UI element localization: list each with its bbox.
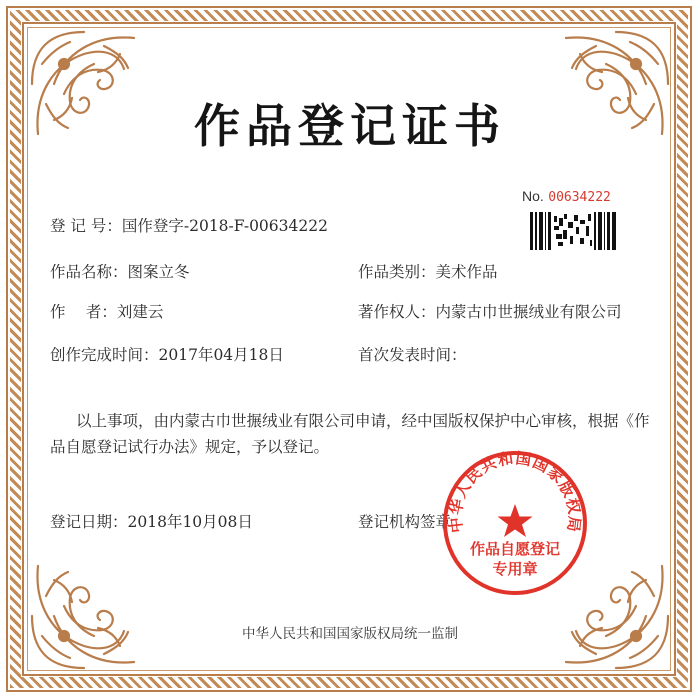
first-publication-date: 首次发表时间：	[358, 346, 467, 364]
star-icon	[498, 504, 533, 537]
certificate-title: 作品登记证书	[194, 99, 506, 153]
certificate-number	[522, 188, 611, 205]
corner-ornament-bottom-left	[24, 546, 154, 676]
official-seal	[440, 448, 590, 598]
seal-line-2: 专用章	[492, 560, 538, 578]
certificate-statement: 以上事项，由内蒙古巾世搌绒业有限公司申请，经中国版权保护中心审核，根据《作品自愿登记试行办法》规定，予以登记。	[50, 412, 650, 456]
registration-date: 登记日期：2018年10月08日	[50, 513, 253, 531]
author: 作 者：刘建云	[50, 303, 164, 321]
certificate-number-value: 00634222	[548, 190, 611, 205]
registration-number: 登 记 号：国作登字-2018-F-00634222	[50, 217, 328, 235]
work-category: 作品类别：美术作品	[358, 263, 498, 281]
certificate-number-label: No.	[522, 188, 544, 204]
seal-line-1: 作品自愿登记	[469, 540, 561, 558]
work-name: 作品名称：图案立冬	[50, 263, 190, 281]
completion-date: 创作完成时间：2017年04月18日	[50, 346, 284, 364]
barcode-icon	[530, 212, 616, 250]
footer-supervision: 中华人民共和国国家版权局统一监制	[242, 626, 458, 642]
copyright-owner: 著作权人：内蒙古巾世搌绒业有限公司	[358, 303, 622, 321]
registration-seal-label: 登记机构签章	[358, 513, 452, 531]
seal-arc-text: 中华人民共和国国家版权局	[446, 449, 584, 534]
